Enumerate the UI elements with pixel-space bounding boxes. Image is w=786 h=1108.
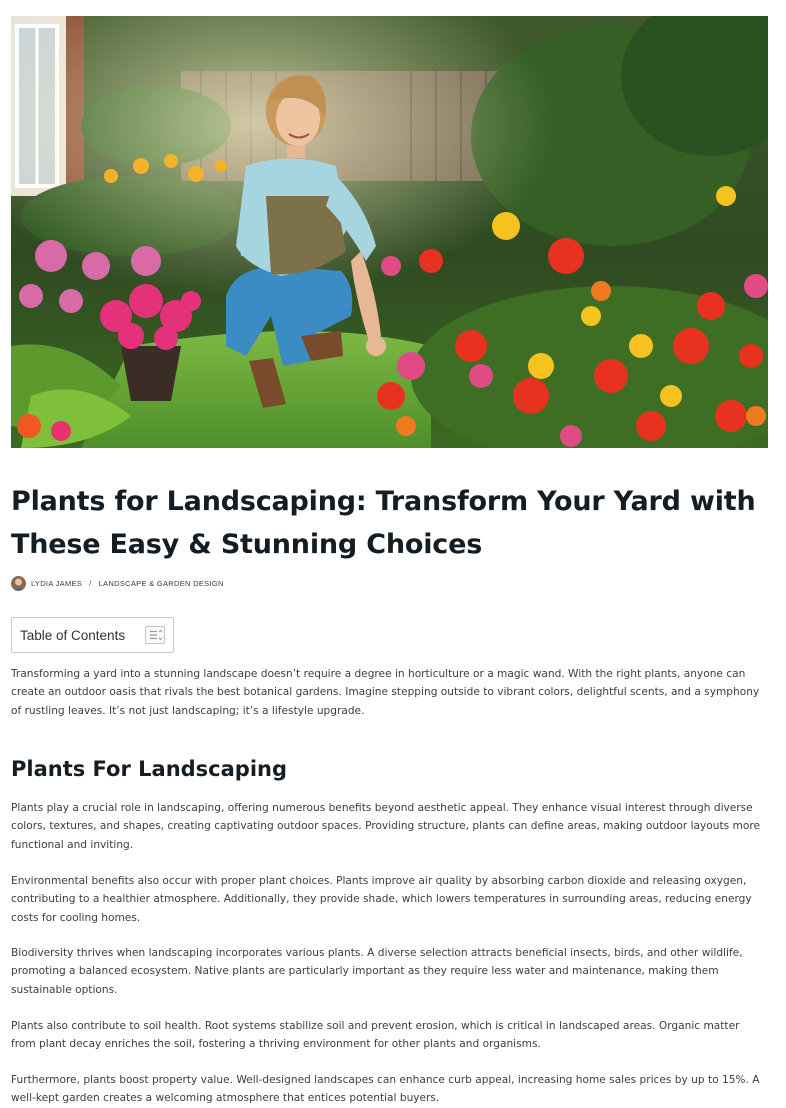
author-avatar[interactable] [11, 576, 26, 591]
author-name-link[interactable]: LYDIA JAMES [31, 578, 83, 588]
list-toggle-icon [146, 627, 164, 643]
toc-label: Table of Contents [20, 627, 126, 643]
garden-photo [11, 16, 768, 448]
body-paragraph: Biodiversity thrives when landscaping incorporates various plants. A diverse selection attracts beneficial insects, birds, and other wildlife, promoting a balanced ecosystem. Native plants are particularly important as they require less water and maintenance, making them sustainable options. [11, 947, 743, 996]
table-of-contents[interactable] [11, 617, 174, 653]
body-paragraph: Furthermore, plants boost property value. Well-designed landscapes can enhance curb appeal, increasing home sales prices by up to 15%. A well-kept garden creates a welcoming atmosphere that entices potential buyers. [11, 1074, 760, 1105]
body-paragraph: Environmental benefits also occur with proper plant choices. Plants improve air quality by absorbing carbon dioxide and releasing oxygen, contributing to a healthier atmosphere. Additionally, they provide shade, which lowers temperatures in surrounding areas, reducing energy costs for cooling homes. [11, 875, 752, 924]
toc-toggle-button[interactable] [145, 626, 165, 644]
category-link[interactable]: LANDSCAPE & GARDEN DESIGN [98, 578, 224, 588]
author-avatar-icon [11, 576, 26, 591]
intro-paragraph: Transforming a yard into a stunning landscape doesn’t require a degree in horticulture or a magic wand. With the right plants, anyone can create an outdoor oasis that rivals the best botanical gardens. Imagine stepping outside to vibrant colors, delightful scents, and a symphony of rustling leaves. It’s not just landscaping; it’s a lifestyle upgrade. [11, 668, 760, 717]
meta-separator: / [89, 578, 92, 588]
hero-image [11, 16, 768, 448]
body-paragraph: Plants play a crucial role in landscaping, offering numerous benefits beyond aesthetic appeal. They enhance visual interest through diverse colors, textures, and shapes, creating captivating outdoor spaces. Providing structure, plants can define areas, making outdoor layouts more functional and inviting. [11, 802, 760, 851]
post-meta [11, 575, 224, 591]
body-paragraph: Plants also contribute to soil health. Root systems stabilize soil and prevent erosion, which is critical in landscaped areas. Organic matter from plant decay enriches the soil, fostering a thriving environment for other plants and organisms. [11, 1020, 740, 1051]
page-title: Plants for Landscaping: Transform Your Yard with These Easy & Stunning Choices [11, 486, 756, 560]
section-heading: Plants For Landscaping [11, 757, 288, 781]
